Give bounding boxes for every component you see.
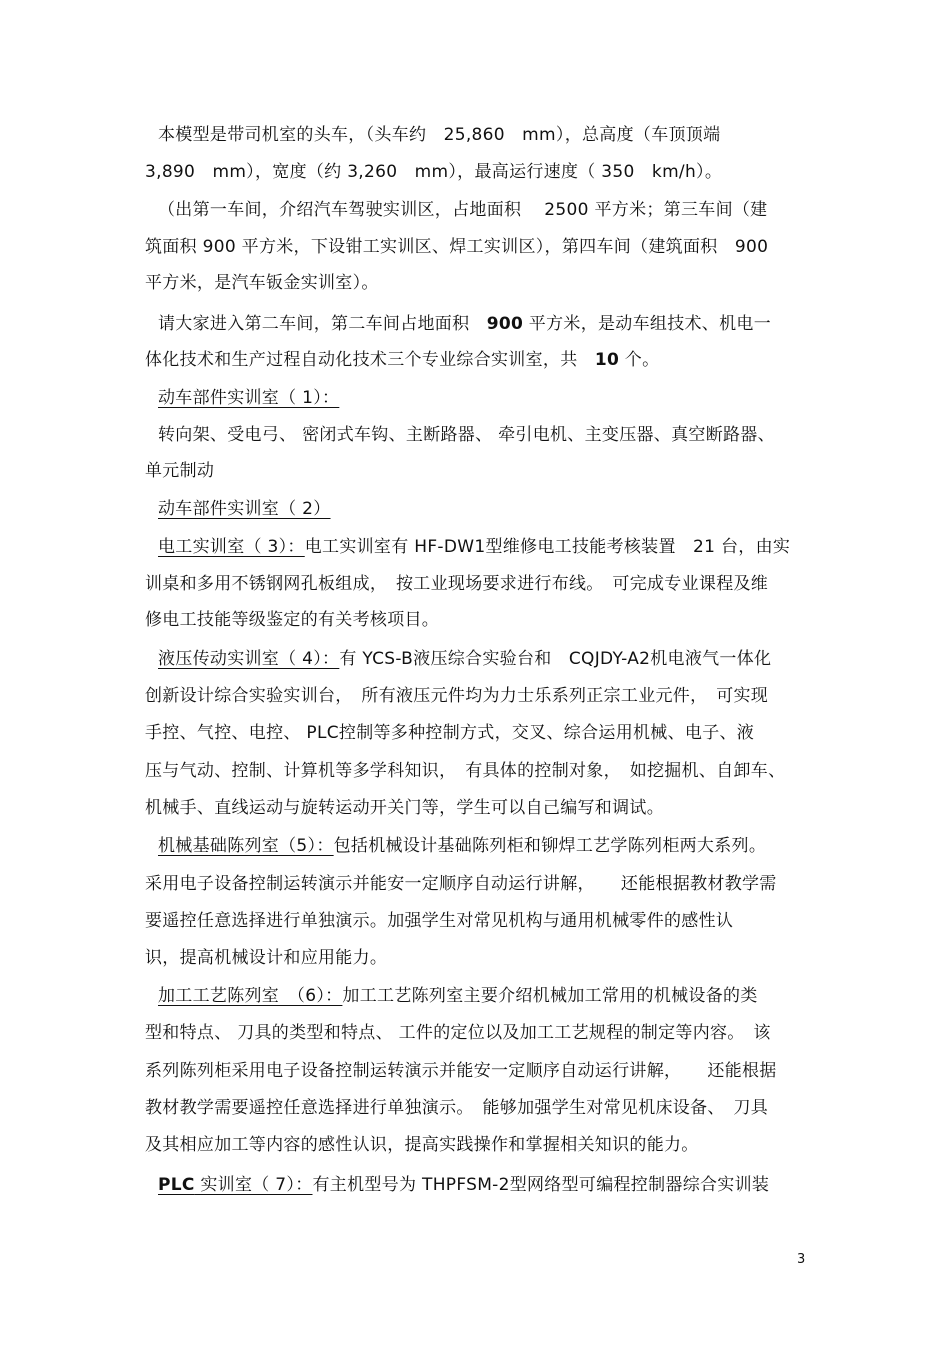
section-heading: PLC bbox=[158, 1175, 195, 1195]
room-count: 10 bbox=[594, 350, 620, 370]
text-line: 平方米，是汽车钣金实训室）。 bbox=[145, 273, 379, 293]
text-line: 筑面积 900 平方米，下设钳工实训区、焊工实训区），第四车间（建筑面积 900 bbox=[145, 237, 769, 257]
section-heading: 加工工艺陈列室 （6）： bbox=[158, 986, 343, 1006]
text-line: 机械手、直线运动与旋转运动开关门等，学生可以自己编写和调试。 bbox=[145, 798, 664, 818]
section-heading: 动车部件实训室（ 2） bbox=[158, 499, 331, 519]
text-line: 手控、气控、电控、 PLC控制等多种控制方式，交叉、综合运用机械、电子、液 bbox=[145, 723, 755, 743]
text-line: 创新设计综合实验实训台， 所有液压元件均为力士乐系列正宗工业元件， 可实现 bbox=[145, 686, 769, 706]
text-line: 及其相应加工等内容的感性认识，提高实践操作和掌握相关知识的能力。 bbox=[145, 1135, 699, 1155]
text-line bbox=[158, 537, 790, 557]
text-line: 系列陈列柜采用电子设备控制运转演示并能安一定顺序自动运行讲解， 还能根据 bbox=[145, 1061, 777, 1081]
section-heading: 液压传动实训室（ 4）： bbox=[158, 649, 340, 669]
text-line: 压与气动、控制、计算机等多学科知识， 有具体的控制对象， 如挖掘机、自卸车、 bbox=[145, 761, 786, 781]
text-line: 采用电子设备控制运转演示并能安一定顺序自动运行讲解， 还能根据教材教学需 bbox=[145, 874, 777, 894]
text-line: 识，提高机械设计和应用能力。 bbox=[145, 948, 388, 968]
text-run: 有主机型号为 THPFSM-2型网络型可编程控制器综合实训装 bbox=[312, 1175, 770, 1195]
page-number: 3 bbox=[797, 1252, 806, 1267]
text-line: 训桌和多用不锈钢网孔板组成， 按工业现场要求进行布线。 可完成专业课程及维 bbox=[145, 574, 769, 594]
text-run: 个。 bbox=[619, 350, 660, 370]
text-line: 转向架、受电弓、 密闭式车钩、主断路器、 牵引电机、主变压器、真空断路器、 bbox=[158, 425, 775, 445]
text-line bbox=[158, 314, 771, 334]
section-heading: 实训室（ 7）： bbox=[194, 1175, 313, 1195]
section-heading: 机械基础陈列室（5）： bbox=[158, 836, 334, 856]
text-run: 电工实训室有 HF-DW1型维修电工技能考核装置 21 台，由实 bbox=[304, 537, 791, 557]
text-line bbox=[158, 1175, 769, 1195]
text-line bbox=[158, 986, 758, 1006]
text-line: 修电工技能等级鉴定的有关考核项目。 bbox=[145, 610, 440, 630]
text-line: （出第一车间，介绍汽车驾驶实训区，占地面积 2500 平方米；第三车间（建 bbox=[158, 200, 768, 220]
text-line: 单元制动 bbox=[145, 461, 215, 481]
text-run: 体化技术和生产过程自动化技术三个专业综合实训室，共 bbox=[145, 350, 595, 370]
text-run: 请大家进入第二车间，第二车间占地面积 bbox=[158, 314, 487, 334]
text-line: 要遥控任意选择进行单独演示。加强学生对常见机构与通用机械零件的感性认 bbox=[145, 911, 734, 931]
area-value: 900 bbox=[486, 314, 524, 334]
text-run: 包括机械设计基础陈列柜和铆焊工艺学陈列柜两大系列。 bbox=[333, 836, 767, 856]
text-line: 型和特点、 刀具的类型和特点、 工件的定位以及加工工艺规程的制定等内容。 该 bbox=[145, 1023, 771, 1043]
text-line: 教材教学需要遥控任意选择进行单独演示。 能够加强学生对常见机床设备、 刀具 bbox=[145, 1098, 769, 1118]
text-line: 3,890 mm），宽度（约 3,260 mm），最高运行速度（ 350 km/h）。 bbox=[145, 162, 723, 182]
text-run: 平方米，是动车组技术、机电一 bbox=[523, 314, 771, 334]
text-line bbox=[158, 649, 771, 669]
section-heading: 动车部件实训室（ 1）： bbox=[158, 388, 340, 408]
text-run: 有 YCS-B液压综合实验台和 CQJDY-A2机电液气一体化 bbox=[339, 649, 772, 669]
text-line bbox=[145, 350, 659, 370]
text-line bbox=[158, 836, 766, 856]
section-heading: 电工实训室（ 3）： bbox=[158, 537, 305, 557]
text-run: 加工工艺陈列室主要介绍机械加工常用的机械设备的类 bbox=[342, 986, 758, 1006]
text-line: 本模型是带司机室的头车，（头车约 25,860 mm），总高度（车顶顶端 bbox=[158, 125, 721, 145]
